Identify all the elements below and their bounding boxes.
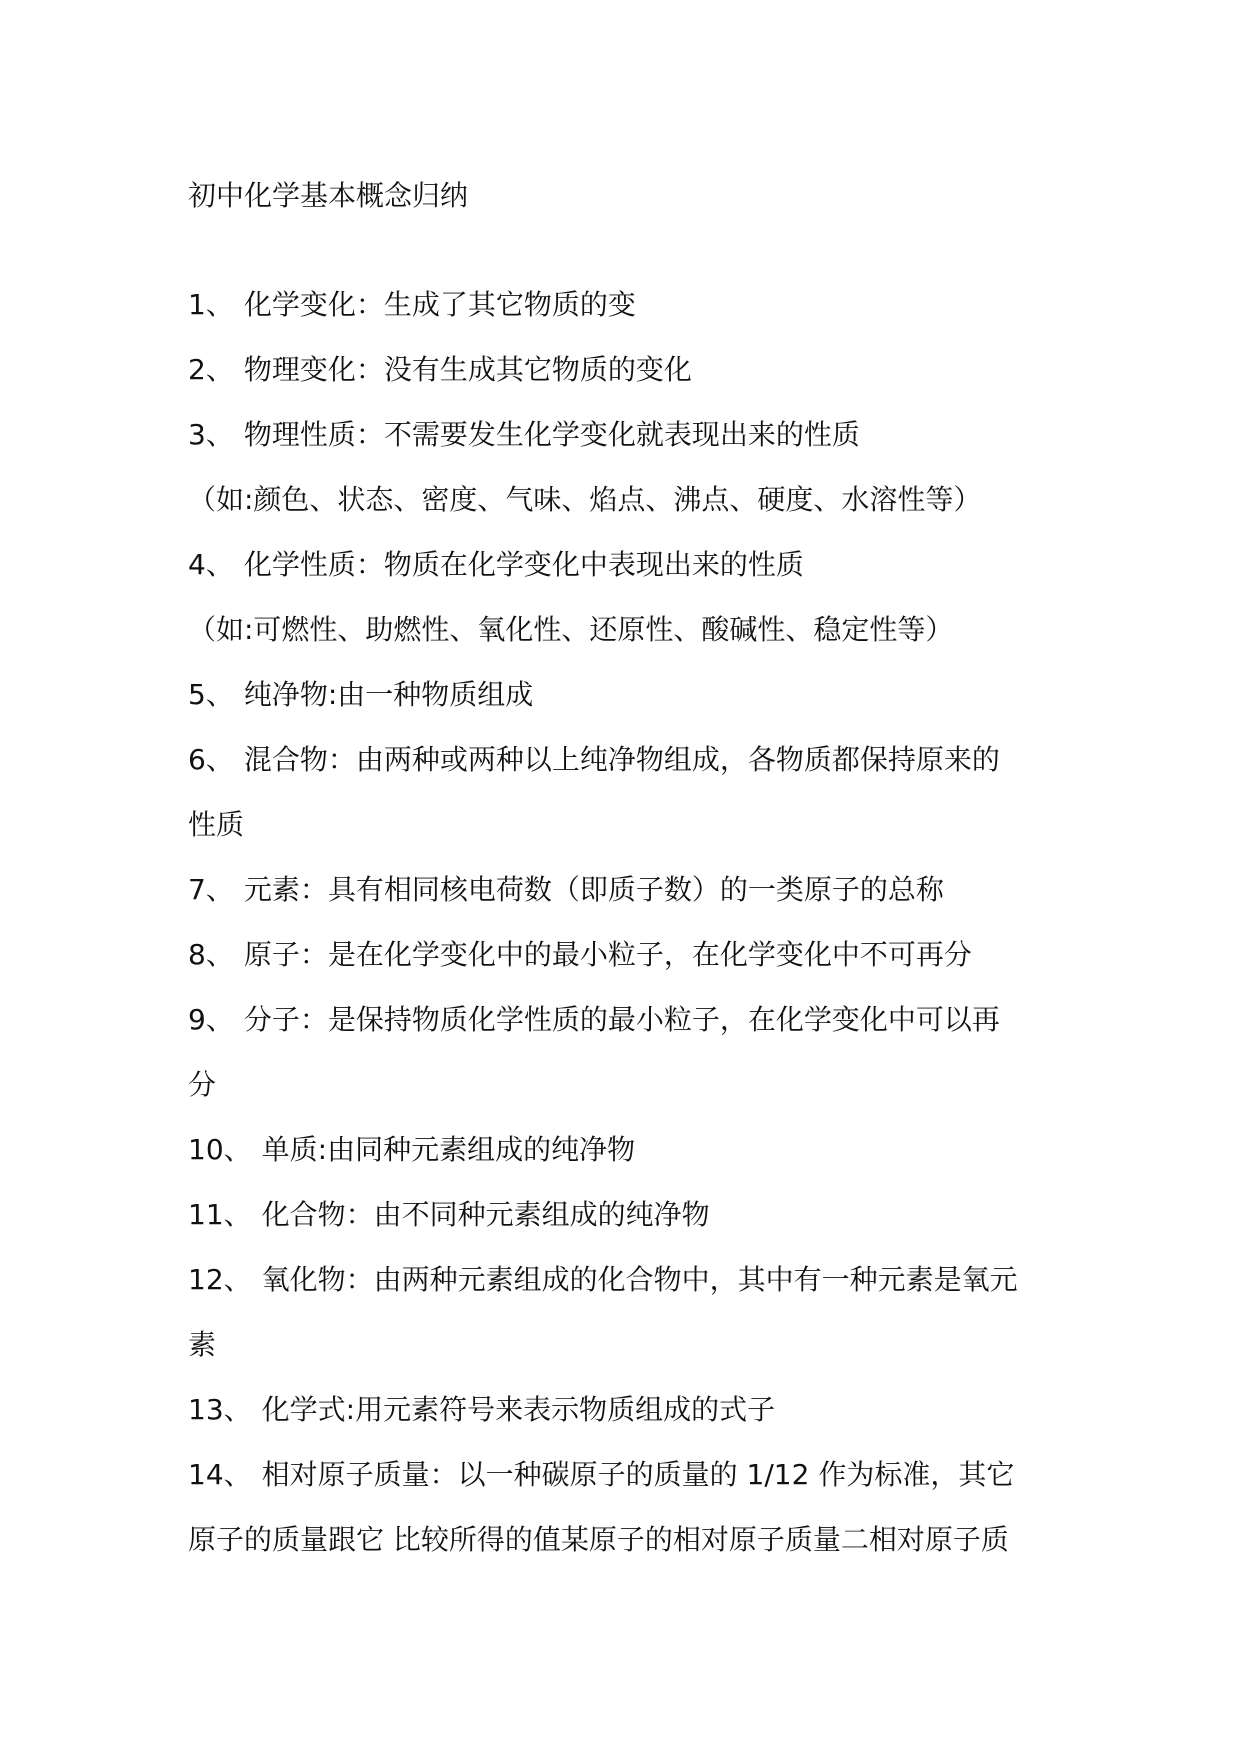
- item-text: 化学变化：生成了其它物质的变: [243, 288, 636, 321]
- item-number: 2、: [188, 353, 234, 386]
- item-number: 6、: [188, 743, 234, 776]
- concept-list: [188, 272, 1068, 1572]
- list-item: [188, 662, 1068, 727]
- item-text: 素: [188, 1328, 217, 1361]
- item-number: 10、: [188, 1133, 252, 1166]
- list-item: [188, 727, 1068, 792]
- item-text: （如:颜色、状态、密度、气味、焰点、沸点、硬度、水溶性等）: [188, 483, 982, 516]
- list-item: [188, 272, 1068, 337]
- list-item-continuation: [188, 1312, 1068, 1377]
- item-number: 8、: [188, 938, 234, 971]
- item-number: 3、: [188, 418, 234, 451]
- document-title: 初中化学基本概念归纳: [188, 179, 469, 212]
- item-text: 元素：具有相同核电荷数（即质子数）的一类原子的总称: [243, 873, 944, 906]
- item-number: 14、: [188, 1458, 252, 1491]
- list-item: [188, 857, 1068, 922]
- list-item: [188, 987, 1068, 1052]
- list-item-continuation: [188, 1507, 1068, 1572]
- item-text: 化合物：由不同种元素组成的纯净物: [261, 1198, 710, 1231]
- item-text: 化学性质：物质在化学变化中表现出来的性质: [243, 548, 804, 581]
- item-text: 化学式:用元素符号来表示物质组成的式子: [261, 1393, 776, 1426]
- item-number: 7、: [188, 873, 234, 906]
- item-text: 原子的质量跟它 比较所得的值某原子的相对原子质量二相对原子质: [188, 1523, 1009, 1556]
- list-item-continuation: [188, 792, 1068, 857]
- list-item-continuation: [188, 467, 1068, 532]
- list-item: [188, 922, 1068, 987]
- list-item: [188, 1117, 1068, 1182]
- item-number: 12、: [188, 1263, 252, 1296]
- item-text: （如:可燃性、助燃性、氧化性、还原性、酸碱性、稳定性等）: [188, 613, 954, 646]
- list-item-continuation: [188, 1052, 1068, 1117]
- item-number: 1、: [188, 288, 234, 321]
- item-number: 13、: [188, 1393, 252, 1426]
- list-item: [188, 1182, 1068, 1247]
- item-text: 纯净物:由一种物质组成: [243, 678, 534, 711]
- item-text: 原子：是在化学变化中的最小粒子，在化学变化中不可再分: [243, 938, 972, 971]
- list-item: [188, 1442, 1068, 1507]
- item-text: 单质:由同种元素组成的纯净物: [261, 1133, 636, 1166]
- list-item: [188, 337, 1068, 402]
- list-item: [188, 402, 1068, 467]
- item-number: 4、: [188, 548, 234, 581]
- item-text: 分: [188, 1068, 217, 1101]
- item-text: 分子：是保持物质化学性质的最小粒子，在化学变化中可以再: [243, 1003, 1000, 1036]
- item-text: 混合物：由两种或两种以上纯净物组成，各物质都保持原来的: [243, 743, 1000, 776]
- item-text: 性质: [188, 808, 245, 841]
- list-item: [188, 1247, 1068, 1312]
- item-text: 物理变化：没有生成其它物质的变化: [243, 353, 692, 386]
- item-text: 氧化物：由两种元素组成的化合物中，其中有一种元素是氧元: [261, 1263, 1018, 1296]
- list-item: [188, 1377, 1068, 1442]
- item-number: 5、: [188, 678, 234, 711]
- list-item: [188, 532, 1068, 597]
- item-text: 物理性质：不需要发生化学变化就表现出来的性质: [243, 418, 860, 451]
- item-text: 相对原子质量：以一种碳原子的质量的 1/12 作为标准，其它: [261, 1458, 1015, 1491]
- item-number: 9、: [188, 1003, 234, 1036]
- item-number: 11、: [188, 1198, 252, 1231]
- list-item-continuation: [188, 597, 1068, 662]
